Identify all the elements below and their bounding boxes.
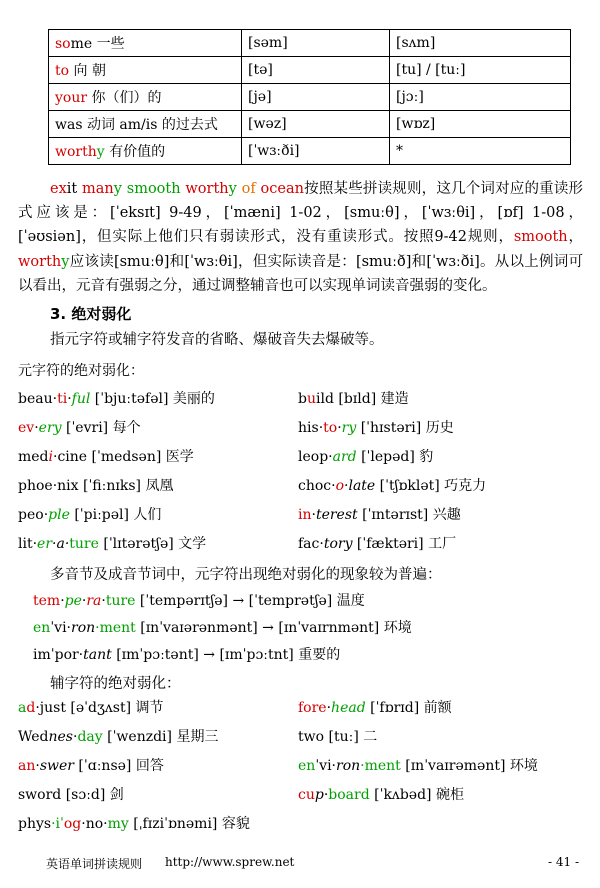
word-part: · (311, 507, 316, 523)
word-part: ·no· (81, 816, 108, 832)
meaning-text: 调节 (131, 700, 164, 716)
word (18, 478, 79, 494)
word-part: · (32, 536, 38, 552)
word-part: to (323, 420, 338, 436)
word-part: ex (50, 181, 67, 197)
vowel-word-item (298, 504, 461, 524)
strong-form-cell: [jɔː] (390, 84, 571, 111)
word-part: leop (298, 449, 329, 465)
word-part: two (298, 729, 325, 745)
vowel-word-item (18, 417, 141, 437)
word-cell (49, 111, 242, 138)
word-part: i (48, 449, 54, 465)
word-part: ery (38, 420, 62, 436)
word (55, 144, 105, 160)
paragraph-stress-forms: exit many smooth worthy of ocean按照某些拼读规则，这几个词对应的重读形式应该是：[ˈeksɪt] 9-49，[ˈmæni] 1-02，[smuːθ]，[ˈwɜːθi]，[ɒf] 1-08，[ˈəʊsiən]，但实际上他们只有弱读形式，没有重读形式。按照9-42规则，smooth，worthy应该读[smuːθ]和[ˈwɜːθi]，但实际读音是：[smuːð]和[ˈwɜːði]。从以上例词可以看出，元音有强弱之分，通过调整辅音也可以实现单词读音强弱的变化。 (18, 181, 584, 294)
word-part: fac (298, 536, 320, 552)
word-part: ·ment (95, 620, 136, 636)
word-part: ild (316, 391, 334, 407)
word (298, 420, 356, 436)
word-part: u (306, 391, 316, 407)
vowel-word-item (298, 388, 409, 408)
word-part: your (55, 90, 88, 106)
meaning-text: 二 (358, 729, 378, 745)
word-part: phoe (18, 478, 53, 494)
word (18, 700, 66, 716)
word (185, 181, 236, 197)
table-row (49, 57, 571, 84)
meaning-text: 前额 (419, 700, 452, 716)
word-part: was (55, 117, 83, 133)
word (82, 181, 122, 197)
ipa-text: [ˈɪntərɪst] (357, 507, 429, 523)
footer-page-number: - 41 - (548, 855, 580, 869)
word-part: ron (336, 758, 361, 774)
word-part: ti (57, 391, 68, 407)
word (18, 816, 129, 832)
ipa-text: [ˈtʃɒklət] (375, 478, 440, 494)
weak-form-cell: [ˈwɜːði] (242, 138, 390, 165)
word-part: me (70, 36, 93, 52)
word-part: of (241, 181, 256, 197)
consonant-section-title: 辅字符的绝对弱化： (50, 676, 181, 692)
word (298, 700, 366, 716)
word-part: pe (64, 593, 82, 609)
footer-url[interactable]: http://www.sprew.net (165, 855, 295, 869)
ipa-text: [ˈwenzdi] (102, 729, 172, 745)
word-part: to (55, 63, 70, 79)
ipa-text: [ˈfiːnɪks] (78, 478, 141, 494)
word-part: my (107, 816, 129, 832)
multisyllable-item (33, 617, 412, 637)
meaning-text: 剑 (105, 787, 124, 803)
word-cell (49, 57, 242, 84)
word-part: Wed (18, 729, 49, 745)
word-part: b (298, 391, 307, 407)
word (261, 181, 304, 197)
strong-form-cell: * (390, 138, 571, 165)
weak-form-cell: [tə] (242, 57, 390, 84)
word-part: imˈpor· (33, 647, 84, 663)
weak-form-cell: [jə] (242, 84, 390, 111)
word (18, 420, 62, 436)
word (18, 507, 70, 523)
ipa-text: [ˈbjuːtəfəl] (90, 391, 169, 407)
weak-form-cell: [səm] (242, 30, 390, 57)
word-part: swer (39, 758, 74, 774)
word (298, 507, 358, 523)
word-part: worth (55, 144, 97, 160)
word (298, 449, 357, 465)
strong-form-cell: [sʌm] (390, 30, 571, 57)
meaning-text: 回答 (131, 758, 164, 774)
word-part: an (18, 758, 36, 774)
word-part: · (73, 729, 78, 745)
meaning-text: 医学 (161, 449, 194, 465)
vowel-word-item (18, 446, 194, 466)
word-part: er (37, 536, 53, 552)
ipa-text: [bɪld] (333, 391, 377, 407)
word-part: ·late (344, 478, 376, 494)
word-part: · (35, 758, 40, 774)
word-part: board (328, 787, 370, 803)
word-part: · (331, 478, 336, 494)
word (55, 117, 83, 133)
consonant-word-item (18, 784, 124, 804)
consonant-word-item (18, 813, 250, 833)
meaning-text: 有价值的 (109, 144, 166, 160)
consonant-word-item (18, 755, 164, 775)
ipa-text: [ˈlɪtərətʃə] (98, 536, 174, 552)
word-part: ·ment (360, 758, 401, 774)
word-part: · (337, 420, 342, 436)
word-part: smooth (126, 181, 181, 197)
word-part: · (323, 787, 329, 803)
word-part: tem (33, 593, 61, 609)
word (18, 758, 74, 774)
table-row (49, 111, 571, 138)
footer-title: 英语单词拼读规则 (46, 857, 143, 871)
word-part: tory (323, 536, 353, 552)
vowel-word-item (18, 388, 215, 408)
word-part: peo (18, 507, 44, 523)
ipa-text: [ˈfæktəri] (352, 536, 424, 552)
weak-form-cell: [wəz] (242, 111, 390, 138)
word-part: ard (332, 449, 357, 465)
word-part: fore (298, 700, 327, 716)
ipa-text: [tuː] (324, 729, 359, 745)
meaning-text: 美丽的 (168, 391, 215, 407)
word (33, 593, 135, 609)
word-part: ev (18, 420, 35, 436)
strong-form-cell: [wɒz] (390, 111, 571, 138)
word-part: worth (185, 181, 229, 197)
ipa-text: [ˈhɪstəri] (356, 420, 422, 436)
meaning-text: 文学 (173, 536, 207, 552)
word-part: ·just (35, 700, 66, 716)
consonant-word-item (298, 784, 464, 804)
transcription-text: [ɪnˈvaɪərənmənt] → [ɪnˈvaɪrnmənt] 环境 (135, 620, 412, 636)
word-part: en (33, 620, 51, 636)
word-part: ture (69, 536, 99, 552)
consonant-word-item (18, 697, 164, 717)
word-part: og (63, 816, 82, 832)
word (33, 620, 136, 636)
meaning-text: 向 朝 (73, 63, 106, 79)
ipa-text: [əˈdʒʌst] (65, 700, 132, 716)
word-part: ful (71, 391, 91, 407)
ipa-text: [ˌfɪziˈɒnəmi] (128, 816, 218, 832)
table-row (49, 84, 571, 111)
word (18, 536, 99, 552)
word-part: ˈvi· (315, 758, 336, 774)
meaning-text: 容貌 (217, 816, 250, 832)
word-part: · (67, 391, 72, 407)
vowel-word-item (18, 533, 206, 553)
ipa-text: [ˈlepəd] (356, 449, 415, 465)
word-part: head (331, 700, 366, 716)
paragraph-multisyllable: 多音节及成音节词中，元字符出现绝对弱化的现象较为普遍： (50, 567, 442, 583)
word-part: ron (71, 620, 96, 636)
word-part: it (66, 181, 78, 197)
word-part: tant (83, 647, 112, 663)
word-part: · (326, 700, 332, 716)
vowel-section-title: 元字符的绝对弱化： (18, 363, 144, 379)
vowel-word-item (298, 446, 433, 466)
meaning-text: 动词 am/is 的过去式 (86, 117, 218, 133)
word (55, 63, 69, 79)
word-cell (49, 84, 242, 111)
word (127, 181, 181, 197)
word (33, 647, 112, 663)
meaning-text: 环境 (505, 758, 538, 774)
word-part: ture (105, 593, 136, 609)
vowel-word-item (298, 417, 454, 437)
word-part: · (328, 449, 333, 465)
word-part: man (82, 181, 114, 197)
word-part: y (113, 181, 122, 197)
word-part: · (34, 420, 39, 436)
vowel-word-item (18, 475, 173, 495)
word (18, 449, 87, 465)
word-part: med (18, 449, 49, 465)
word-part: ra (86, 593, 102, 609)
word-part: en (298, 758, 316, 774)
word-part: d (26, 700, 36, 716)
ipa-text: [ˈpiːpəl] (69, 507, 129, 523)
word-part: · (319, 536, 324, 552)
word-part: · (101, 593, 106, 609)
ipa-text: [sɔːd] (61, 787, 106, 803)
ipa-text: [ˈɑːnsə] (73, 758, 132, 774)
word (242, 181, 256, 197)
meaning-text: 每个 (108, 420, 141, 436)
word-part: · (81, 593, 87, 609)
consonant-word-item (298, 697, 452, 717)
meaning-text: 巧克力 (439, 478, 487, 494)
ipa-text: [ˈevri] (61, 420, 109, 436)
word-part: so (55, 36, 71, 52)
ipa-text: [ˈmedsən] (87, 449, 162, 465)
word-part: y (228, 181, 237, 197)
word-part: ·a· (52, 536, 70, 552)
paragraph-definition: 指元字符或辅字符发音的省略、爆破音失去爆破等。 (50, 332, 384, 348)
word (298, 758, 401, 774)
word (18, 729, 103, 745)
word-part: ocean (260, 181, 304, 197)
strong-form-cell: [tu] / [tuː] (390, 57, 571, 84)
word-part: lit (18, 536, 33, 552)
word (298, 536, 352, 552)
word-part: · (43, 507, 49, 523)
word-part: beau (18, 391, 53, 407)
word-part: a (18, 700, 27, 716)
multisyllable-item (33, 590, 365, 610)
transcription-text: [ɪmˈpɔːtənt] → [ɪmˈpɔːtnt] 重要的 (111, 647, 341, 663)
weak-strong-table (48, 29, 571, 165)
word-part: choc (298, 478, 332, 494)
vowel-word-item (18, 504, 161, 524)
word-part: ·iˈ (51, 816, 64, 832)
table-row (49, 30, 571, 57)
word-part: terest (315, 507, 358, 523)
word-part: cu (298, 787, 315, 803)
word-part: ·nix (52, 478, 79, 494)
word (298, 729, 324, 745)
word-part: p (314, 787, 324, 803)
word-part: · (318, 420, 324, 436)
meaning-text: 豹 (414, 449, 434, 465)
meaning-text: 历史 (421, 420, 454, 436)
section-heading: 3. 绝对弱化 (50, 305, 132, 323)
word (298, 391, 334, 407)
table-row (49, 138, 571, 165)
word-part: day (77, 729, 103, 745)
meaning-text: 凤凰 (141, 478, 174, 494)
word-part: · (60, 593, 65, 609)
word-part: ·cine (53, 449, 88, 465)
word (55, 36, 92, 52)
word-part: phys (18, 816, 52, 832)
word (50, 181, 77, 197)
transcription-text: [ˈtempərɪtʃə] → [ˈtemprətʃə] 温度 (135, 593, 365, 609)
consonant-word-item (298, 726, 377, 746)
word-part: y (96, 144, 105, 160)
vowel-word-item (298, 475, 486, 495)
word (18, 391, 90, 407)
word-cell (49, 30, 242, 57)
word (18, 787, 61, 803)
word (55, 90, 87, 106)
multisyllable-item (33, 644, 340, 664)
consonant-word-item (298, 755, 538, 775)
word-part: sword (18, 787, 62, 803)
word (298, 787, 370, 803)
word-part: · (52, 391, 58, 407)
word-part: ˈvi· (50, 620, 71, 636)
word-cell (49, 138, 242, 165)
meaning-text: 建造 (376, 391, 409, 407)
consonant-word-item (18, 726, 218, 746)
meaning-text: 兴趣 (428, 507, 461, 523)
meaning-text: 星期三 (172, 729, 219, 745)
ipa-text: [ˈkʌbəd] (369, 787, 432, 803)
word-part: ple (48, 507, 70, 523)
word (298, 478, 375, 494)
meaning-text: 人们 (128, 507, 162, 523)
meaning-text: 你（们）的 (91, 90, 162, 106)
meaning-text: 工厂 (423, 536, 457, 552)
word-part: nes (48, 729, 73, 745)
meaning-text: 碗柜 (431, 787, 464, 803)
word-part: in (298, 507, 312, 523)
ipa-text: [ˈfɒrɪd] (365, 700, 420, 716)
word-part: o (335, 478, 345, 494)
ipa-text: [ɪnˈvaɪrəmənt] (400, 758, 506, 774)
word-part: his (298, 420, 319, 436)
meaning-text: 一些 (96, 36, 125, 52)
word-part: ry (341, 420, 357, 436)
vowel-word-item (298, 533, 456, 553)
